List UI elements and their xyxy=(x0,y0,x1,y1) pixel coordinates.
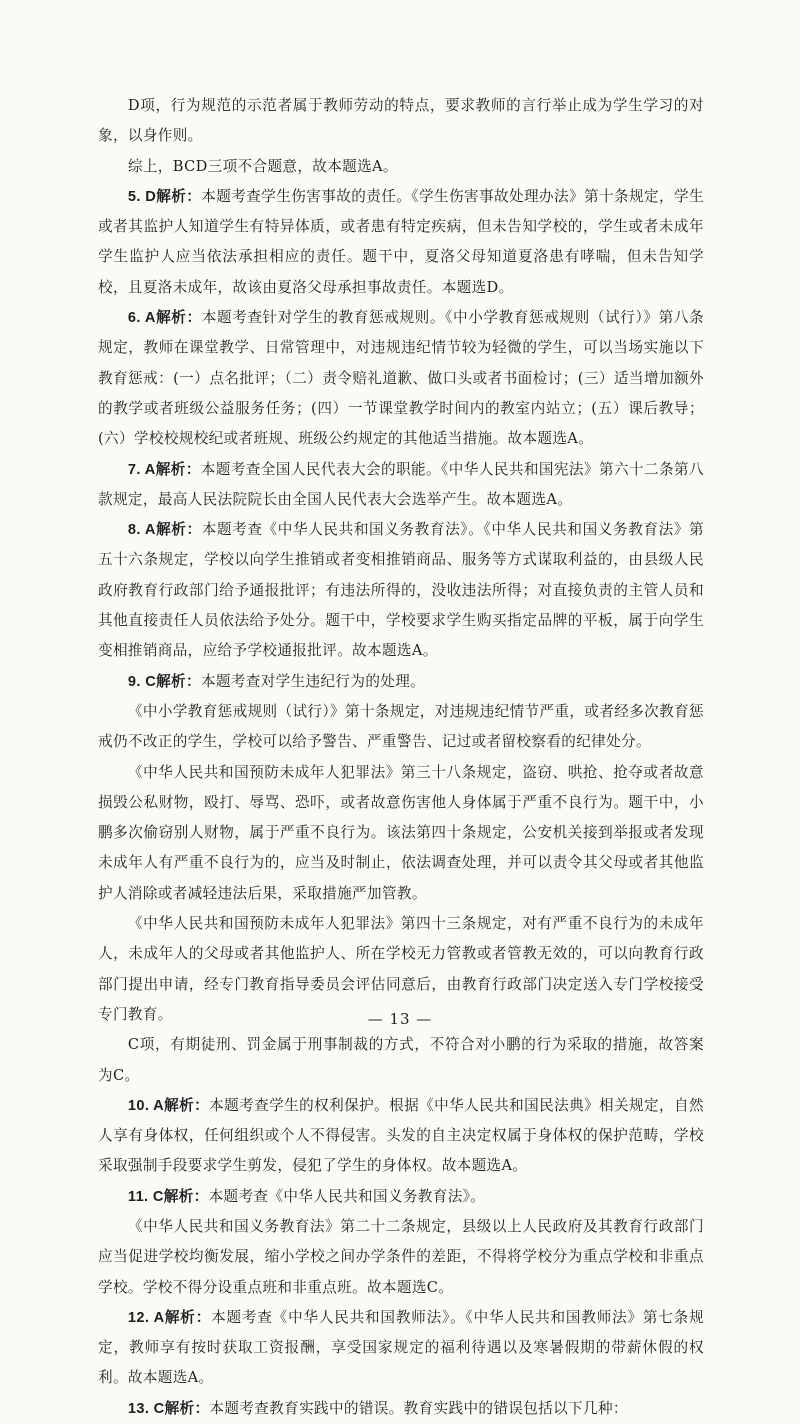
answer-text: 本题考查《中华人民共和国义务教育法》。《中华人民共和国义务教育法》第五十六条规定，学校以向学生推销或者变相推销商品、服务等方式谋取利益的，由县级人民政府教育行政部门给予通报批评；有违法所得的，没收违法所得；对直接负责的主管人员和其他直接责任人员依法给予处分。题干中，学校要求学生购买指定品牌的平板，属于向学生变相推销商品，应给予学校通报批评。故本题选A。 xyxy=(98,521,704,660)
answer-item-5 xyxy=(98,182,704,303)
body-text xyxy=(98,91,704,1424)
answer-item-9 xyxy=(98,667,704,697)
answer-number: 6. A xyxy=(127,310,156,327)
paragraph-juvenile-law-38: 《中华人民共和国预防未成年人犯罪法》第三十八条规定，盗窃、哄抢、抢夺或者故意损毁公私财物，殴打、辱骂、恐吓，或者故意伤害他人身体属于严重不良行为。题干中，小鹏多次偷窃别人财物，属于严重不良行为。该法第四十条规定，公安机关接到举报或者发现未成年人有严重不良行为的，应当及时制止，依法调查处理，并可以责令其父母或者其他监护人消除或者减轻违法后果，采取措施严加管教。 xyxy=(98,763,704,902)
answer-number: 13. C xyxy=(127,1400,165,1417)
answer-label: 解析： xyxy=(155,309,202,327)
answer-label: 解析： xyxy=(156,187,202,205)
answer-label: 解析： xyxy=(164,1308,212,1326)
answer-text: 本题考查针对学生的教育惩戒规则。《中小学教育惩戒规则（试行）》第八条规定，教师在课堂教学、日常管理中，对违规违纪情节较为轻微的学生，可以当场实施以下教育惩戒：(一）点名批评；（二）责令赔礼道歉、做口头或者书面检讨；(三）适当增加额外的教学或者班级公益服务任务；(四）一节课堂教学时间内的教室内站立；(五）课后教导；(六）学校校规校纪或者班规、班级公约规定的其他适当措施。故本题选A。 xyxy=(98,309,704,448)
answer-number: 5. D xyxy=(127,188,157,205)
answer-item-10 xyxy=(98,1091,704,1182)
answer-number: 7. A xyxy=(127,461,156,478)
answer-label: 解析： xyxy=(156,672,201,690)
answer-label: 解析： xyxy=(164,1096,210,1114)
answer-text: 本题考查学生的权利保护。根据《中华人民共和国民法典》相关规定，自然人享有身体权，任何组织或个人不得侵害。头发的自主决定权属于身体权的保护范畴，学校采取强制手段要求学生剪发，侵犯了学生的身体权。故本题选A。 xyxy=(98,1096,704,1175)
answer-item-12 xyxy=(98,1303,704,1394)
answer-item-13 xyxy=(98,1394,704,1424)
answer-item-11 xyxy=(98,1182,704,1212)
answer-text: 本题考查对学生违纪行为的处理。 xyxy=(200,672,426,690)
answer-number: 11. C xyxy=(127,1188,164,1205)
page-number: — 13 — xyxy=(367,1010,433,1028)
answer-text: 本题考查学生伤害事故的责任。《学生伤害事故处理办法》第十条规定，学生或者其监护人知道学生有特异体质，或者患有特定疾病，但未告知学校的，学生或者未成年学生监护人应当依法承担相应的责任。题干中，夏洛父母知道夏洛患有哮喘，但未告知学校，且夏洛未成年，故该由夏洛父母承担事故责任。本题选D。 xyxy=(98,187,704,296)
paragraph-summary: 综上，BCD三项不合题意，故本题选A。 xyxy=(127,157,398,175)
answer-text: 本题考查《中华人民共和国义务教育法》。 xyxy=(208,1187,486,1205)
paragraph-d-option: D项，行为规范的示范者属于教师劳动的特点，要求教师的言行举止成为学生学习的对象，以身作则。 xyxy=(98,97,704,145)
answer-item-8 xyxy=(98,515,704,666)
answer-item-7 xyxy=(98,455,704,516)
answer-label: 解析： xyxy=(155,460,201,478)
paragraph-juvenile-law-43: 《中华人民共和国预防未成年人犯罪法》第四十三条规定，对有严重不良行为的未成年人，未成年人的父母或者其他监护人、所在学校无力管教或者管教无效的，可以向教育行政部门提出申请，经专门教育指导委员会评估同意后，由教育行政部门决定送入专门学校接受专门教育。 xyxy=(98,915,704,1023)
answer-label: 解析： xyxy=(155,521,202,539)
answer-label: 解析： xyxy=(164,1399,210,1417)
answer-number: 9. C xyxy=(127,673,157,690)
paragraph-discipline-rule: 《中小学教育惩戒规则（试行）》第十条规定，对违规违纪情节严重，或者经多次教育惩戒仍不改正的学生，学校可以给予警告、严重警告、记过或者留校察看的纪律处分。 xyxy=(98,702,704,751)
answer-label: 解析： xyxy=(163,1187,209,1205)
answer-text: 本题考查《中华人民共和国教师法》。《中华人民共和国教师法》第七条规定，教师享有按时获取工资报酬，享受国家规定的福利待遇以及寒暑假期的带薪休假的权利。故本题选A。 xyxy=(98,1308,705,1387)
paragraph-compulsory-education-law: 《中华人民共和国义务教育法》第二十二条规定，县级以上人民政府及其教育行政部门应当促进学校均衡发展，缩小学校之间办学条件的差距，不得将学校分为重点学校和非重点学校。学校不得分设重点班和非重点班。故本题选C。 xyxy=(98,1217,704,1296)
answer-number: 12. A xyxy=(127,1309,165,1326)
answer-number: 8. A xyxy=(127,522,156,539)
answer-item-6 xyxy=(98,303,704,454)
answer-text: 本题考查教育实践中的错误。教育实践中的错误包括以下几种： xyxy=(209,1399,628,1417)
answer-number: 10. A xyxy=(127,1097,165,1114)
paragraph-c-option: C项，有期徒刑、罚金属于刑事制裁的方式，不符合对小鹏的行为采取的措施，故答案为C。 xyxy=(98,1036,704,1084)
answer-text: 本题考查全国人民代表大会的职能。《中华人民共和国宪法》第六十二条第八款规定，最高人民法院院长由全国人民代表大会选举产生。故本题选A。 xyxy=(98,460,704,508)
